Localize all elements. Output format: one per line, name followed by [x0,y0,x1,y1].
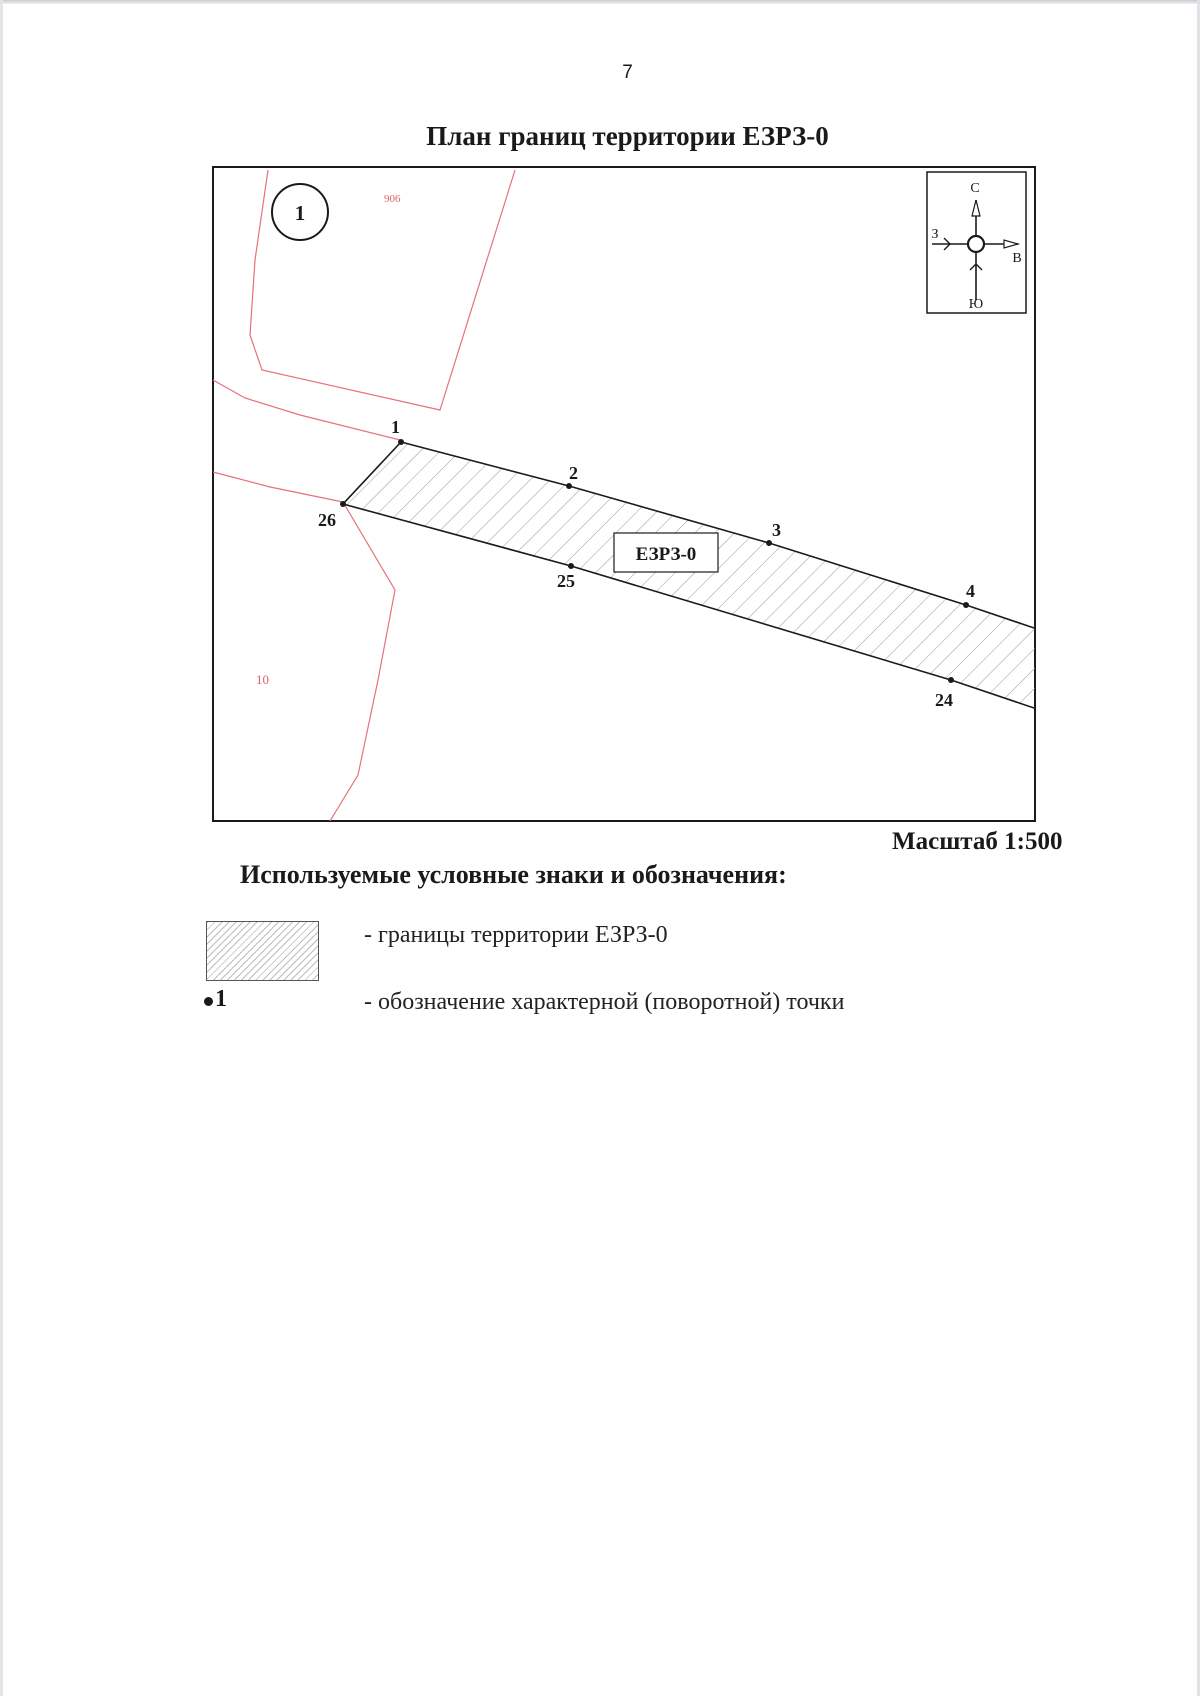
point-label-2: 2 [569,463,578,483]
point-marker-24 [948,677,954,683]
legend-point-sample-label: 1 [215,986,227,1012]
zone-label: ЕЗРЗ-0 [635,544,697,565]
compass-north-label: С [970,181,980,196]
legend-point-dot-icon [204,997,213,1006]
point-label-1: 1 [391,417,400,437]
point-marker-2 [566,483,572,489]
parcel-label-10: 10 [256,672,269,687]
legend-title: Используемые условные знаки и обозначения: [240,860,787,889]
point-marker-3 [766,540,772,546]
plan-title: План границ территории ЕЗРЗ-0 [426,121,829,151]
scale-label: Масштаб 1:500 [892,828,1063,855]
legend-item-boundary-text: - границы территории ЕЗРЗ-0 [364,922,668,948]
compass-south-label: Ю [968,297,984,312]
parcel-label-906: 906 [384,193,401,205]
territory-plan-map [0,0,1200,840]
legend-hatch-swatch [206,921,319,981]
page-number: 7 [622,62,633,83]
point-label-25: 25 [557,571,575,591]
legend-item-point-text: - обозначение характерной (поворотной) точки [364,989,845,1015]
point-label-24: 24 [935,690,953,710]
point-label-4: 4 [966,581,975,601]
point-marker-4 [963,602,969,608]
legend-point-sample [204,986,227,1013]
sheet-number: 1 [294,201,306,225]
compass-rose [927,172,1026,313]
compass-east-label: В [1012,251,1022,266]
point-marker-1 [398,439,404,445]
point-marker-26 [340,501,346,507]
sheet-number-marker [272,184,328,240]
point-label-3: 3 [772,520,781,540]
point-marker-25 [568,563,574,569]
point-label-26: 26 [318,510,336,530]
map-frame [213,167,1035,821]
compass-west-label: З [931,227,939,242]
zone-label-box [614,533,718,572]
